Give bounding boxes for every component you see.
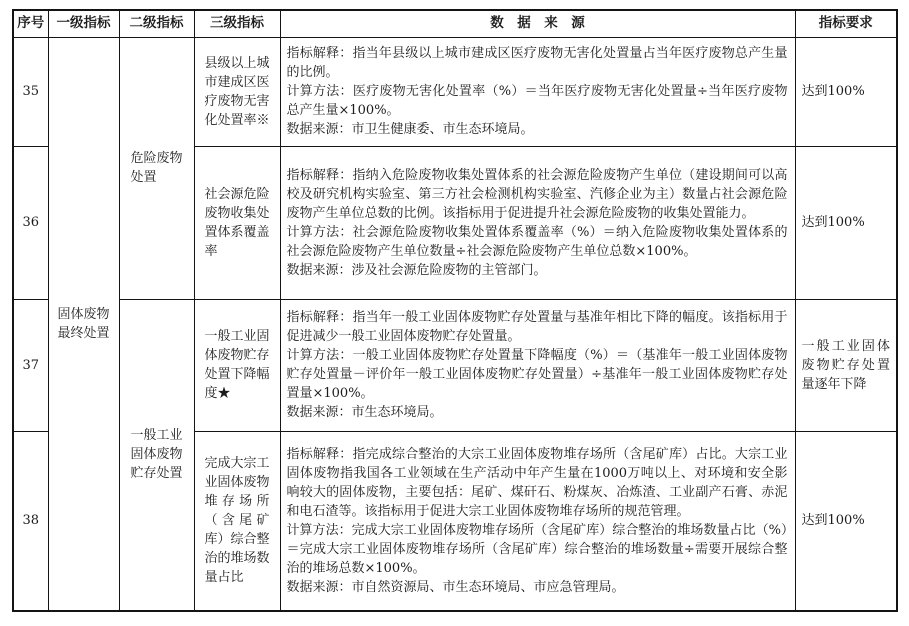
source-paragraph-method: 计算方法：一般工业固体废物贮存处置量下降幅度（%）＝（基准年一般工业固体废物贮存处置量－评价年一般工业固体废物贮存处置量）÷基准年一般工业固体废物贮存处置量×100%。 bbox=[286, 348, 788, 401]
source-cell-37 bbox=[280, 299, 795, 431]
indicator-table bbox=[12, 9, 898, 612]
header-source: 数 据 来 源 bbox=[280, 10, 795, 37]
source-paragraph-explain: 指标解释：指当年一般工业固体废物贮存处置量与基准年相比下降的幅度。该指标用于促进减少一般工业固体废物贮存处置量。 bbox=[286, 310, 788, 344]
header-level2: 二级指标 bbox=[119, 10, 194, 37]
requirement-cell-35: 达到100% bbox=[795, 37, 897, 146]
source-cell-35 bbox=[280, 37, 795, 146]
level3-cell-35: 县级以上城市建成区医疗废物无害化处置率※ bbox=[194, 37, 280, 146]
source-paragraph-explain: 指标解释：指当年县级以上城市建成区医疗废物无害化处置量占当年医疗废物总产生量的比例。 bbox=[286, 46, 788, 80]
source-paragraph-origin: 数据来源：涉及社会源危险废物的主管部门。 bbox=[286, 262, 547, 278]
level2-cell-general-industrial-solid-waste-storage: 一般工业固体废物贮存处置 bbox=[119, 299, 194, 611]
source-cell-38 bbox=[280, 431, 795, 611]
level1-cell-solid-waste-final-disposal: 固体废物最终处置 bbox=[48, 37, 119, 611]
source-cell-36 bbox=[280, 146, 795, 299]
source-paragraph-origin: 数据来源：市生态环境局。 bbox=[286, 405, 443, 420]
row-number-37: 37 bbox=[13, 299, 48, 431]
header-level3: 三级指标 bbox=[194, 10, 280, 37]
header-row bbox=[13, 10, 897, 37]
source-paragraph-method: 计算方法：完成大宗工业固体废物堆存场所（含尾矿库）综合整治的堆场数量占比（%）＝完成大宗工业固体废物堆存场所（含尾矿库）综合整治的堆场数量÷需要开展综合整治的堆场总数×100%。 bbox=[286, 522, 788, 576]
level2-cell-hazardous-waste-disposal: 危险废物处置 bbox=[119, 37, 194, 299]
source-paragraph-explain: 指标解释：指完成综合整治的大宗工业固体废物堆存场所（含尾矿库）占比。大宗工业固体废物指我国各工业领域在生产活动中年产生量在1000万吨以上、对环境和安全影响较大的固体废物，主要包括：尾矿、煤矸石、粉煤灰、冶炼渣、工业副产石膏、赤泥和电石渣等。该指标用于促进大宗工业固体废物堆存场所的规范管理。 bbox=[286, 446, 788, 519]
level3-cell-36: 社会源危险废物收集处置体系覆盖率 bbox=[194, 146, 280, 299]
requirement-cell-36: 达到100% bbox=[795, 146, 897, 299]
source-paragraph-method: 计算方法：社会源危险废物收集处置体系覆盖率（%）＝纳入危险废物收集处置体系的社会源危险废物产生单位数量÷社会源危险废物产生单位总数×100%。 bbox=[286, 224, 788, 259]
table-row-35 bbox=[13, 37, 897, 146]
source-paragraph-method: 计算方法：医疗废物无害化处置率（%）＝当年医疗废物无害化处置量÷当年医疗废物总产生量×100%。 bbox=[286, 84, 788, 118]
header-requirement: 指标要求 bbox=[795, 10, 897, 37]
level3-cell-37: 一般工业固体废物贮存处置下降幅度★ bbox=[194, 299, 280, 431]
requirement-cell-37: 一般工业固体废物贮存处置量逐年下降 bbox=[795, 299, 897, 431]
row-number-35: 35 bbox=[13, 37, 48, 146]
header-no: 序号 bbox=[13, 10, 48, 37]
table-row-37 bbox=[13, 299, 897, 431]
source-paragraph-origin: 数据来源：市卫生健康委、市生态环境局。 bbox=[286, 122, 534, 137]
row-number-38: 38 bbox=[13, 431, 48, 611]
document-page bbox=[12, 9, 896, 612]
row-number-36: 36 bbox=[13, 146, 48, 299]
source-paragraph-explain: 指标解释：指纳入危险废物收集处置体系的社会源危险废物产生单位（建设期间可以高校及研究机构实验室、第三方社会检测机构实验室、汽修企业为主）数量占社会源危险废物产生单位总数的比例。该指标用于促进提升社会源危险废物的收集处置能力。 bbox=[286, 167, 788, 221]
level3-cell-38: 完成大宗工业固体废物堆存场所（含尾矿库）综合整治的堆场数量占比 bbox=[194, 431, 280, 611]
source-paragraph-origin: 数据来源：市自然资源局、市生态环境局、市应急管理局。 bbox=[286, 579, 625, 595]
requirement-cell-38: 达到100% bbox=[795, 431, 897, 611]
header-level1: 一级指标 bbox=[48, 10, 119, 37]
